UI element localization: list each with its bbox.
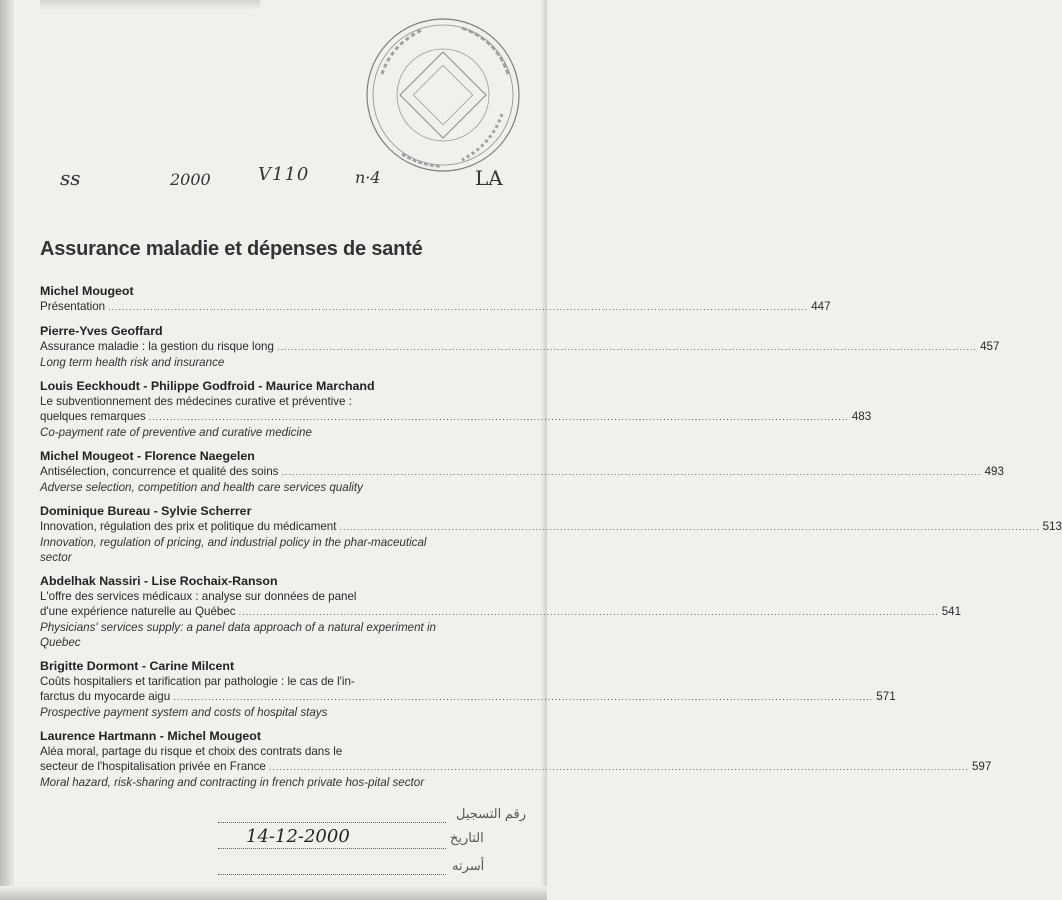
registration-date-value: 14-12-2000 <box>246 826 350 847</box>
toc-entry-authors: Michel Mougeot - Florence Naegelen <box>40 449 255 463</box>
toc-entry-english-title: Adverse selection, competition and health care services quality <box>40 481 363 494</box>
toc-entry-page-number: 457 <box>980 340 1000 353</box>
page-binding-edge <box>0 0 14 900</box>
registration-date-line <box>218 848 446 849</box>
toc-entry-page-number: 571 <box>876 690 896 703</box>
toc-entry-title-line: Coûts hospitaliers et tarification par pathologie : le cas de l'in- <box>40 675 355 688</box>
toc-entry <box>40 658 896 720</box>
toc-entry-title-line: Antisélection, concurrence et qualité des soins <box>40 465 279 478</box>
toc-entry-title-row <box>40 604 962 620</box>
handwritten-note-volume: V110 <box>258 164 310 185</box>
toc-leader-dots: ........................................................................................................................................................................................................ <box>281 467 982 477</box>
registration-source-label: أسرته <box>452 858 485 873</box>
toc-entry-page-number: 597 <box>971 760 992 773</box>
toc-entry-title-line: Assurance maladie : la gestion du risque long <box>40 340 274 353</box>
toc-leader-dots: ........................................................................................................................................................................................................ <box>148 412 849 422</box>
toc-entry-page-number: 513 <box>1042 520 1062 533</box>
toc-entry-title-line: Aléa moral, partage du risque et choix des contrats dans le <box>40 745 343 758</box>
toc-entry-english-title: Innovation, regulation of pricing, and industrial policy in the phar-maceutical sector <box>40 536 427 564</box>
handwritten-note-code: LA <box>475 166 503 190</box>
toc-entry-authors: Pierre-Yves Geoffard <box>40 324 163 338</box>
toc-entry-authors: Michel Mougeot <box>40 284 134 298</box>
toc-entry-title-row <box>40 409 872 425</box>
toc-leader-dots: ........................................................................................................................................................................................................ <box>339 522 1040 532</box>
toc-leader-dots: ........................................................................................................................................................................................................ <box>238 607 939 617</box>
toc-leader-dots: ........................................................................................................................................................................................................ <box>108 302 809 312</box>
toc-entry <box>40 728 992 790</box>
toc-leader-dots: ........................................................................................................................................................................................................ <box>276 342 978 352</box>
page-title: Assurance maladie et dépenses de santé <box>40 238 423 260</box>
toc-entry-page-number: 541 <box>941 605 962 618</box>
toc-entry-title-row <box>40 299 831 315</box>
toc-entry-page-number: 493 <box>984 465 1004 478</box>
handwritten-note-1: ss <box>60 166 81 190</box>
handwritten-note-number: n·4 <box>355 168 381 187</box>
registration-source-line <box>218 874 446 875</box>
toc-entry-title-line: L'offre des services médicaux : analyse sur données de panel <box>40 590 357 603</box>
toc-leader-dots: ........................................................................................................................................................................................................ <box>268 762 969 772</box>
registration-date-label: التاريخ <box>450 830 484 845</box>
toc-entry <box>40 573 962 650</box>
toc-entry-title-row <box>40 519 1062 535</box>
toc-entry-english-title: Long term health risk and insurance <box>40 356 225 369</box>
toc-entry <box>40 503 1062 565</box>
toc-entry-title-line: farctus du myocarde aigu <box>40 690 171 703</box>
toc-entry-title-row <box>40 464 1004 480</box>
toc-entry <box>40 283 831 315</box>
library-stamp <box>362 14 524 176</box>
toc-entry-english-title: Prospective payment system and costs of hospital stays <box>40 706 328 719</box>
toc-entry-title-line: Le subventionnement des médecines curative et préventive : <box>40 395 352 408</box>
registration-number-line <box>218 822 446 823</box>
toc-entry-english-title: Physicians' services supply: a panel data approach of a natural experiment in Quebec <box>40 621 436 649</box>
toc-entry-authors: Louis Eeckhoudt - Philippe Godfroid - Maurice Marchand <box>40 379 375 393</box>
toc-entry <box>40 323 1000 370</box>
handwritten-note-year: 2000 <box>170 170 211 189</box>
toc-entry-title-line: d'une expérience naturelle au Québec <box>40 605 236 618</box>
toc-entry-authors: Dominique Bureau - Sylvie Scherrer <box>40 504 252 518</box>
toc-entry-title-row <box>40 339 1000 355</box>
toc-entry-title-line: secteur de l'hospitalisation privée en France <box>40 760 266 773</box>
toc-entry-english-title: Moral hazard, risk-sharing and contracting in french private hos-pital sector <box>40 776 425 789</box>
table-of-contents <box>40 283 1062 798</box>
toc-entry-title-row <box>40 689 896 705</box>
toc-entry <box>40 378 872 440</box>
toc-entry-title-row <box>40 759 992 775</box>
toc-entry-title-line: quelques remarques <box>40 410 146 423</box>
toc-entry-authors: Abdelhak Nassiri - Lise Rochaix-Ranson <box>40 574 278 588</box>
registration-number-label: رقم التسجيل <box>456 806 527 821</box>
top-smudge <box>40 0 260 10</box>
toc-entry-title-line: Innovation, régulation des prix et politique du médicament <box>40 520 337 533</box>
toc-entry-page-number: 483 <box>851 410 872 423</box>
toc-leader-dots: ........................................................................................................................................................................................................ <box>173 692 874 702</box>
toc-entry-authors: Brigitte Dormont - Carine Milcent <box>40 659 235 673</box>
toc-entry-title-line: Présentation <box>40 300 106 313</box>
toc-entry-english-title: Co-payment rate of preventive and curative medicine <box>40 426 312 439</box>
toc-entry <box>40 448 1004 495</box>
toc-entry-authors: Laurence Hartmann - Michel Mougeot <box>40 729 261 743</box>
page-bottom-edge <box>0 886 547 900</box>
toc-entry-page-number: 447 <box>811 300 831 313</box>
handwritten-annotations <box>0 160 547 200</box>
